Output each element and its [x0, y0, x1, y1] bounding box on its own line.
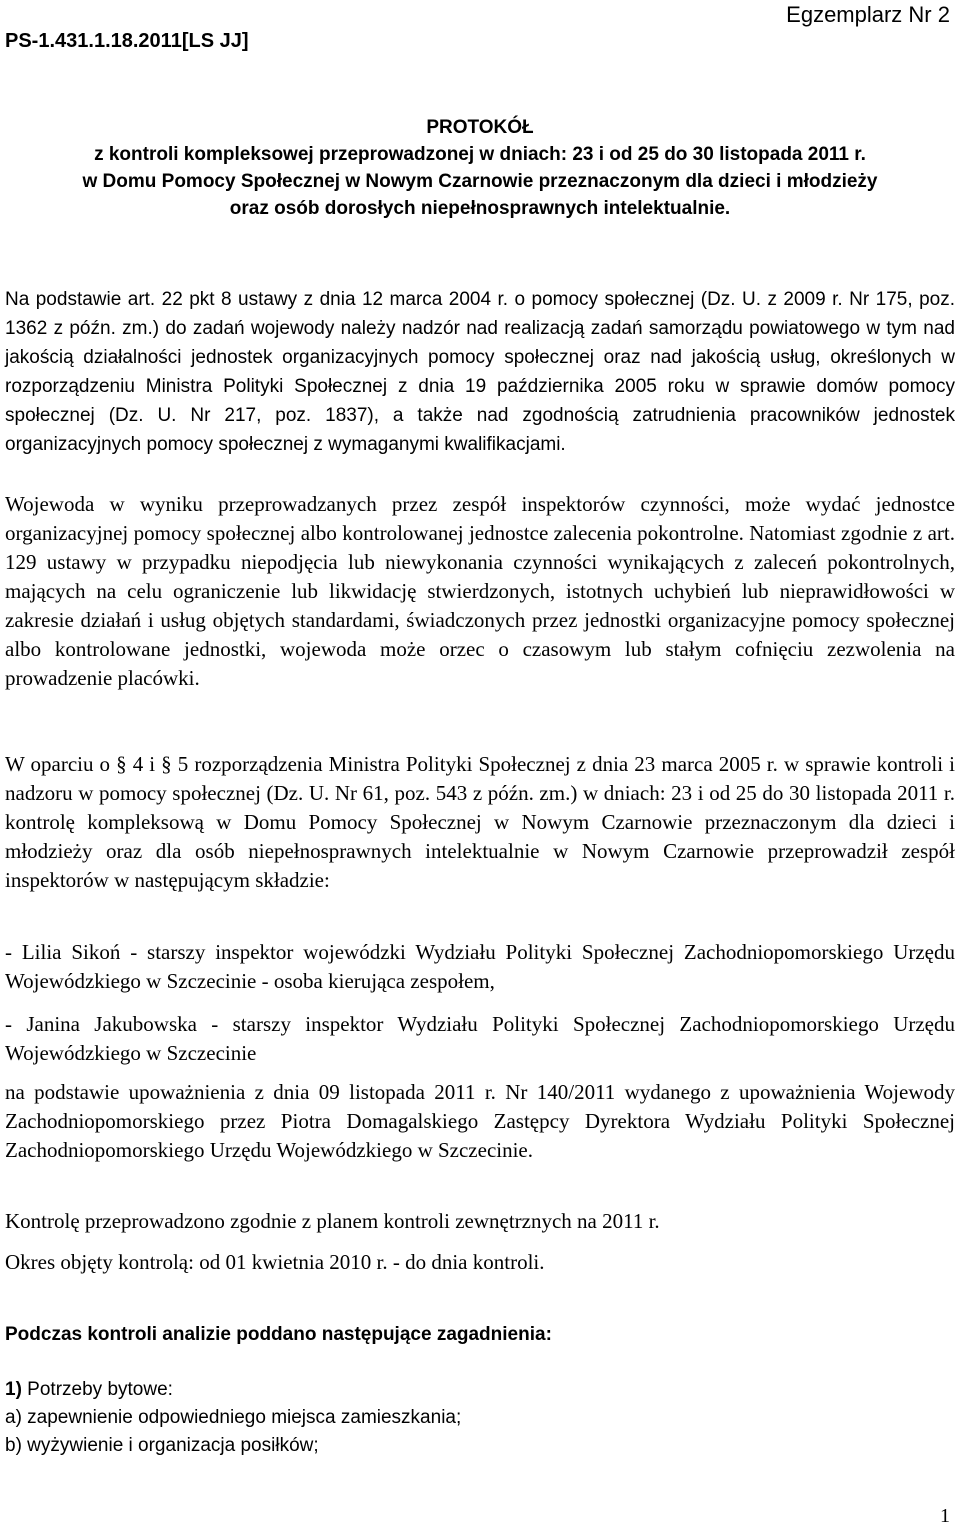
legal-basis-paragraph: Na podstawie art. 22 pkt 8 ustawy z dnia 12 marca 2004 r. o pomocy społecznej (Dz. U. z 2009 r. Nr 175, poz. 1362 z późn. zm.) do zadań wojewody należy nadzór nad realizacją zadań samorządu powiatowego w tym nad jakością działalności jednostek organizacyjnych pomocy społecznej oraz nad jakością usług, określonych w rozporządzeniu Ministra Polityki Społecznej z dnia 19 października 2005 roku w sprawie domów pomocy społecznej (Dz. U. Nr 217, poz. 1837), a także nad zgodnością zatrudnienia pracowników jednostek organizacyjnych pomocy społecznej z wymaganymi kwalifikacjami. — [5, 289, 955, 455]
title-line-3: oraz osób dorosłych niepełnosprawnych intelektualnie. — [229, 198, 731, 219]
title-line-2: w Domu Pomocy Społecznej w Nowym Czarnowie przeznaczonym dla dzieci i młodzieży — [82, 171, 878, 192]
voivode-powers-paragraph: Wojewoda w wyniku przeprowadzanych przez zespół inspektorów czynności, może wydać jednostce organizacyjnej pomocy społecznej albo kontrolowanej jednostce zalecenia pokontrolne. Natomiast zgodnie z art. 129 ustawy w przypadku niepodjęcia lub niewykonania czynności wynikających z zaleceń pokontrolnych, mających na celu ograniczenie lub likwidację stwierdzonych, istotnych uchybień lub nieprawidłowości w zakresie działań i usług objętych standardami, świadczonych przez jednostki organizacyjne pomocy społecznej albo kontrolowane jednostki, wojewoda może orzec o czasowym lub stałym cofnięciu zezwolenia na prowadzenie placówki. — [5, 492, 955, 690]
inspection-basis-paragraph: W oparciu o § 4 i § 5 rozporządzenia Ministra Polityki Społecznej z dnia 23 marca 2005 r. w sprawie kontroli i nadzoru w pomocy społecznej (Dz. U. Nr 61, poz. 543 z późn. zm.) w dniach: 23 i od 25 do 30 listopada 2011 r. kontrolę kompleksową w Domu Pomocy Społecznej w Nowym Czarnowie przeznaczonym dla dzieci i młodzieży oraz dla osób niepełnosprawnych intelektualnie w Nowym Czarnowie przeprowadził zespół inspektorów w następującym składzie: — [5, 752, 955, 892]
period-statement: Okres objęty kontrolą: od 01 kwietnia 2010 r. - do dnia kontroli. — [5, 1250, 545, 1274]
authorization-paragraph: na podstawie upoważnienia z dnia 09 listopada 2011 r. Nr 140/2011 wydanego z upoważnienia Wojewody Zachodniopomorskiego przez Piotra Domagalskiego Zastępcy Dyrektora Wydziału Polityki Społecznej Zachodniopomorskiego Urzędu Wojewódzkiego w Szczecinie. — [5, 1080, 955, 1162]
team-member-2: - Janina Jakubowska - starszy inspektor Wydziału Polityki Społecznej Zachodniopomorskiego Urzędu Wojewódzkiego w Szczecinie — [5, 1012, 955, 1065]
title-block — [5, 114, 955, 222]
issue-sub-a: a) zapewnienie odpowiedniego miejsca zamieszkania; — [5, 1407, 462, 1428]
copy-number: Egzemplarz Nr 2 — [786, 2, 950, 27]
plan-statement: Kontrolę przeprowadzono zgodnie z planem kontroli zewnętrznych na 2011 r. — [5, 1209, 660, 1233]
title-line-1: z kontroli kompleksowej przeprowadzonej w dniach: 23 i od 25 do 30 listopada 2011 r. — [94, 144, 866, 165]
document-title: PROTOKÓŁ — [426, 117, 534, 138]
issues-heading: Podczas kontroli analizie poddano następujące zagadnienia: — [5, 1324, 552, 1345]
issue-item-1-number: 1) — [5, 1379, 22, 1400]
issue-sub-b: b) wyżywienie i organizacja posiłków; — [5, 1435, 319, 1456]
document-reference: PS-1.431.1.18.2011[LS JJ] — [5, 30, 249, 52]
issue-item-1-text: Potrzeby bytowe: — [21, 1379, 173, 1400]
team-member-1: - Lilia Sikoń - starszy inspektor wojewódzki Wydziału Polityki Społecznej Zachodniopomorskiego Urzędu Wojewódzkiego w Szczecinie - osoba kierująca zespołem, — [5, 940, 955, 993]
issue-item-1 — [5, 1375, 173, 1404]
